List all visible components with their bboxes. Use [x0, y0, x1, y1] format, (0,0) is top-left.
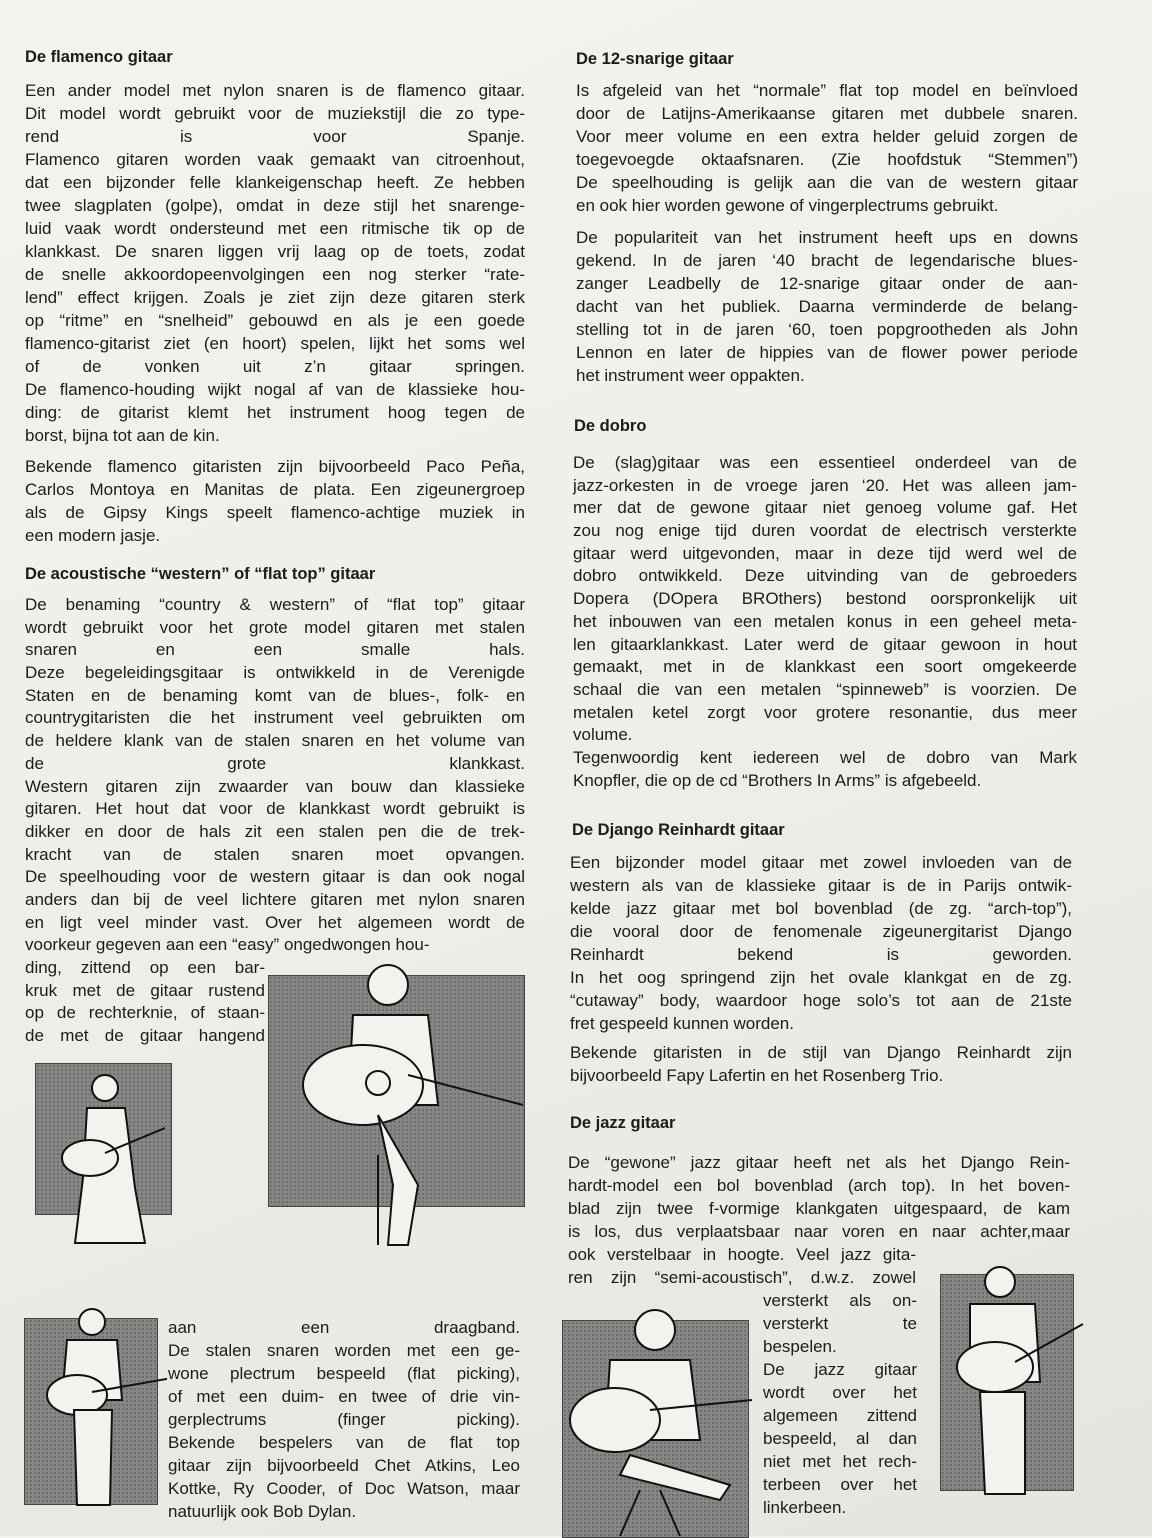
text-line: volume. — [573, 725, 633, 745]
paragraph-western-1-narrow — [25, 957, 265, 1048]
text-line: Tegenwoordig kent iedereen wel de dobro van Mark — [573, 747, 1077, 767]
text-line: schaal die van een metalen “spinneweb” is voorzien. De — [573, 679, 1077, 699]
paragraph-western-2 — [168, 1316, 520, 1523]
text-line: lend” effect krijgen. Zoals je ziet zijn deze gitaren sterk — [25, 288, 525, 307]
text-line: gitaar werd uitgevonden, maar in deze tijd werd wel de — [573, 543, 1077, 563]
paragraph-jazz-1-narrow — [763, 1289, 917, 1519]
text-line: Kottke, Ry Cooder, of Doc Watson, maar — [168, 1479, 520, 1498]
text-line: en ook hier worden gewone of vingerplectrums gebruikt. — [576, 196, 999, 215]
text-line: Bekende gitaristen in de stijl van Django Reinhardt zijn — [570, 1043, 1072, 1062]
illustration-man-standing-guitar — [22, 1300, 167, 1530]
text-line: mer dat de gewone gitaar niet genoeg volume gaf. Het — [573, 498, 1077, 518]
text-line: kelde jazz gitaar met bol bovenblad (de zg. “arch-top”), — [570, 899, 1072, 918]
text-line: algemeen zittend — [763, 1406, 917, 1425]
text-line: een modern jasje. — [25, 526, 161, 545]
text-line: gerplectrums (finger picking). — [168, 1410, 520, 1429]
text-line: kruk met de gitaar rustend — [25, 980, 265, 1000]
text-line: Is afgeleid van het “normale” flat top model en beïnvloed — [576, 81, 1078, 100]
text-line: Knopfler, die op de cd “Brothers In Arms” is afgebeeld. — [573, 770, 982, 790]
text-line: dat een bijzonder felle klankeigenschap heeft. Ze hebben — [25, 173, 525, 192]
illustration-man-seated-jazz-guitar — [560, 1290, 755, 1536]
text-line: twee slagplaten (golpe), omdat in deze stijl het snarenge- — [25, 196, 525, 215]
text-line: Een ander model met nylon snaren is de flamenco gitaar. — [25, 81, 525, 100]
text-line: gitaar zijn bijvoorbeeld Chet Atkins, Leo — [168, 1456, 520, 1475]
text-line: Een bijzonder model gitaar met zowel invloeden van de — [570, 853, 1072, 872]
text-line: zou nog enige tijd duren voordat de electrisch versterkte — [573, 521, 1077, 541]
text-line: gemaakt, met in de klankkast een soort omgekeerde — [573, 657, 1077, 677]
text-line: versterkt te — [763, 1314, 917, 1333]
text-line: voorkeur gegeven aan een “easy” ongedwongen hou- — [25, 935, 430, 955]
text-line: jazz-orkesten in de vroege jaren ‘20. Het was alleen jam- — [573, 475, 1077, 495]
text-line: “cutaway” body, waardoor hoge solo’s tot aan de 21ste — [570, 991, 1072, 1010]
text-line: Dopera (DOpera BROthers) bestond oorspronkelijk uit — [573, 589, 1077, 609]
text-line: het inbouwen van een metalen konus in een geheel meta- — [573, 611, 1077, 631]
text-line: ding, zittend op een bar- — [25, 958, 265, 977]
text-line: op de rechterknie, of staan- — [25, 1003, 265, 1023]
text-line: snaren en een smalle hals. — [25, 640, 525, 660]
text-line: wone plectrum bespeeld (flat picking), — [168, 1364, 520, 1383]
heading-django: De Django Reinhardt gitaar — [572, 821, 785, 839]
text-line: hardt-model een bol bovenblad (arch top). In het boven- — [568, 1176, 1070, 1195]
text-line: rend is voor Spanje. — [25, 127, 525, 146]
text-line: de grote klankkast. — [25, 753, 525, 773]
text-line: anders dan bij de veel lichtere gitaren met nylon snaren — [25, 889, 525, 909]
text-line: de snelle akkoordopeenvolgingen een nog sterker “rate- — [25, 265, 525, 284]
text-line: ren zijn “semi-acoustisch”, d.w.z. zowel — [568, 1268, 916, 1287]
text-line: die vooral door de fenomenale zigeunergitarist Django — [570, 922, 1072, 941]
text-line: wordt gebruikt voor het grote model gitaren met stalen — [25, 617, 525, 637]
text-line: klankkast. De snaren liggen vrij laag op de toets, zodat — [25, 242, 525, 261]
text-line: stelling tot in de jaren ‘60, toen popgrootheden als John — [576, 320, 1078, 339]
paragraph-flamenco-1 — [25, 79, 525, 447]
text-line: door de Latijns-Amerikaanse gitaren met dubbele snaren. — [576, 104, 1078, 123]
text-line: Bekende bespelers van de flat top — [168, 1433, 520, 1452]
text-line: of met een duim- en twee of drie vin- — [168, 1387, 520, 1406]
text-line: Dit model wordt gebruikt voor de muziekstijl die zo type- — [25, 104, 525, 123]
heading-jazz: De jazz gitaar — [570, 1114, 676, 1132]
text-line: De populariteit van het instrument heeft ups en downs — [576, 228, 1078, 247]
text-line: versterkt als on- — [763, 1291, 917, 1310]
text-line: Deze begeleidingsgitaar is ontwikkeld in de Verenigde — [25, 663, 525, 683]
text-line: dacht van het publiek. Daarna verminderde de belang- — [576, 297, 1078, 316]
text-line: ding: de gitarist klemt het instrument hoog tegen de — [25, 403, 525, 422]
text-line: de met de gitaar hangend — [25, 1026, 265, 1046]
text-line: op “ritme” en “snelheid” gebouwd en als je een goede — [25, 311, 525, 330]
text-line: countrygitaristen die het instrument veel gebruikten om — [25, 708, 525, 728]
text-line: western als van de klassieke gitaar is de in Parijs ontwik- — [570, 876, 1072, 895]
text-line: gekend. In de jaren ‘40 bracht de legendarische blues- — [576, 251, 1078, 270]
text-line: ook verstelbaar in hoogte. Veel jazz gita- — [568, 1245, 916, 1264]
text-line: Voor meer volume en een extra helder geluid zorgen de — [576, 127, 1078, 146]
text-line: De flamenco-houding wijkt nogal af van de klassieke hou- — [25, 380, 525, 399]
text-line: zanger Leadbelly de 12-snarige gitaar onder de aan- — [576, 274, 1078, 293]
text-line: Western gitaren zijn zwaarder van bouw dan klassieke — [25, 776, 525, 796]
text-line: De speelhouding voor de western gitaar is dan ook nogal — [25, 867, 525, 887]
text-line: toegevoegde oktaafsnaren. (Zie hoofdstuk “Stemmen”) — [576, 150, 1078, 169]
paragraph-jazz-1 — [568, 1151, 1070, 1243]
text-line: bespelen. — [763, 1337, 837, 1356]
text-line: dobro ontwikkeld. Deze uitvinding van de gebroeders — [573, 566, 1077, 586]
text-line: dikker en door de hals zit een stalen pen die de trek- — [25, 821, 525, 841]
text-line: De “gewone” jazz gitaar heeft net als het Django Rein- — [568, 1153, 1070, 1172]
heading-western: De acoustische “western” of “flat top” gitaar — [25, 565, 376, 583]
text-line: De (slag)gitaar was een essentieel onderdeel van de — [573, 453, 1077, 472]
text-line: aan een draagband. — [168, 1318, 520, 1337]
text-line: natuurlijk ook Bob Dylan. — [168, 1502, 357, 1521]
text-line: borst, bijna tot aan de kin. — [25, 426, 220, 445]
text-line: De speelhouding is gelijk aan die van de western gitaar — [576, 173, 1078, 192]
text-line: Carlos Montoya en Manitas de plata. Een zigeunergroep — [25, 480, 525, 499]
paragraph-western-1 — [25, 594, 525, 957]
text-line: blad zijn twee f-vormige klankgaten uitgespaard, de kam — [568, 1199, 1070, 1218]
paragraph-jazz-1-mid — [568, 1243, 916, 1289]
text-line: linkerbeen. — [763, 1498, 847, 1517]
illustration-woman-standing-guitar — [35, 1058, 170, 1258]
text-line: wordt over het — [763, 1383, 917, 1402]
text-line: De stalen snaren worden met een ge- — [168, 1341, 520, 1360]
text-line: De jazz gitaar — [763, 1360, 917, 1379]
paragraph-django-2 — [570, 1041, 1072, 1087]
text-line: is los, dus verplaatsbaar naar voren en naar achter,maar — [568, 1222, 1070, 1241]
heading-12-snarige: De 12-snarige gitaar — [576, 50, 734, 68]
text-line: In het oog springend zijn het ovale klankgat en de zg. — [570, 968, 1072, 987]
illustration-man-seated-dobro — [268, 955, 528, 1255]
text-line: De benaming “country & western” of “flat top” gitaar — [25, 595, 525, 614]
paragraph-12-snarige-2 — [576, 226, 1078, 387]
text-line: len gitaarklankkast. Later werd de gitaar gewoon in hout — [573, 634, 1077, 654]
text-line: bespeeld, al dan — [763, 1429, 917, 1448]
paragraph-dobro — [573, 452, 1077, 792]
text-line: kracht van de stalen snaren moet opvangen. — [25, 844, 525, 864]
text-line: Bekende flamenco gitaristen zijn bijvoorbeeld Paco Peña, — [25, 457, 525, 476]
text-line: terbeen over het — [763, 1475, 917, 1494]
text-line: flamenco-gitarist ziet (en hoort) spelen, lijkt het soms wel — [25, 334, 525, 353]
text-line: als de Gipsy Kings speelt flamenco-achtige muziek in — [25, 503, 525, 522]
text-line: het instrument weer oppakten. — [576, 366, 805, 385]
illustration-man-standing-jazz-guitar — [935, 1262, 1085, 1502]
heading-flamenco: De flamenco gitaar — [25, 48, 173, 66]
text-line: en ligt veel minder vast. Over het algemeen wordt de — [25, 912, 525, 932]
text-line: Staten en de benaming komt van de blues-, folk- en — [25, 685, 525, 705]
text-line: bijvoorbeeld Fapy Lafertin en het Rosenberg Trio. — [570, 1066, 944, 1085]
text-line: de heldere klank van de stalen snaren en het volume van — [25, 731, 525, 751]
text-line: of de vonken uit z’n gitaar springen. — [25, 357, 525, 376]
heading-dobro: De dobro — [574, 417, 647, 435]
text-line: Lennon en later de hippies van de flower power periode — [576, 343, 1078, 362]
text-line: Reinhardt bekend is geworden. — [570, 945, 1072, 964]
paragraph-12-snarige-1 — [576, 79, 1078, 217]
text-line: niet met het rech- — [763, 1452, 917, 1471]
text-line: luid vaak wordt ondersteund met een ritmische tik op de — [25, 219, 525, 238]
paragraph-django-1 — [570, 851, 1072, 1035]
text-line: fret gespeeld kunnen worden. — [570, 1014, 794, 1033]
text-line: metalen ketel zorgt voor grotere resonantie, dus meer — [573, 702, 1077, 722]
text-line: Flamenco gitaren worden vaak gemaakt van citroenhout, — [25, 150, 525, 169]
paragraph-flamenco-2 — [25, 455, 525, 547]
text-line: gitaren. Het hout dat voor de klankkast wordt gebruikt is — [25, 799, 525, 819]
